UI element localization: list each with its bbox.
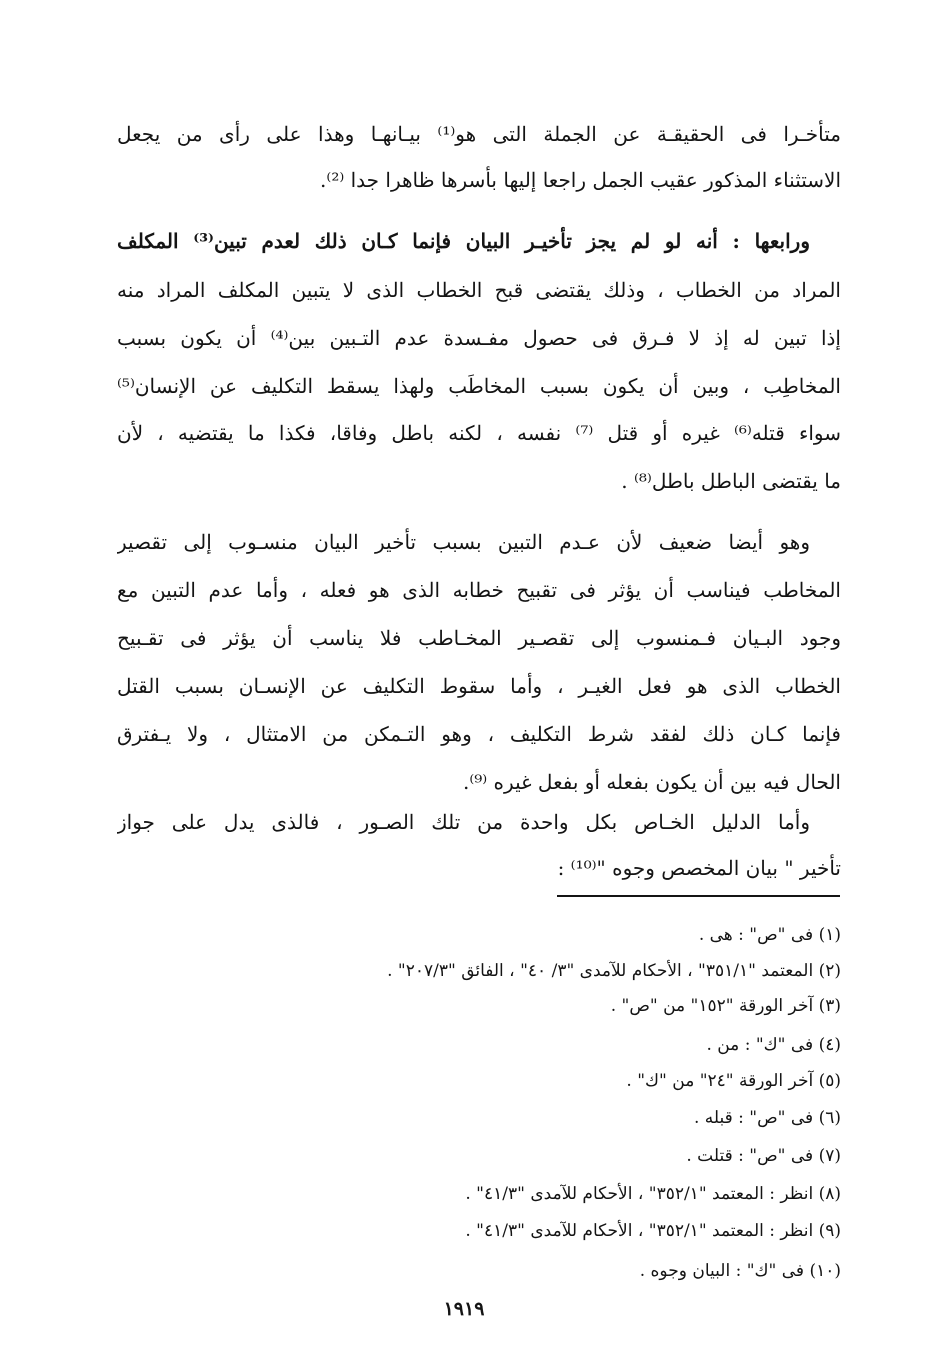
body-line-3: ورابعها : أنه لو لم يجز تأخيـر البيان فإنما كـان ذلك لعدم تبين⁽³⁾ المكلف: [117, 229, 810, 253]
footnote-9: (٩) انظر : المعتمد "٣٥٢/١" ، الأحكام للآمدى "٤١/٣" .: [465, 1221, 841, 1241]
body-line-12: الخطاب الذى هو فعل الغيـر ، وأما سقوط التكليف عن الإنسـان بسبب القتل: [117, 674, 841, 698]
body-line-9: وهو أيضا ضعيف لأن عـدم التبين بسبب تأخير البيان منسـوب إلى تقصير: [117, 530, 810, 554]
footnote-10: (١٠) فى "ك" : البيان وجوه .: [639, 1261, 841, 1281]
body-line-10: المخاطب فيناسب أن يؤثر فى تقبيح خطابه الذى هو فعله ، وأما عدم التبين مع: [117, 578, 841, 602]
footnote-separator: [557, 895, 840, 897]
footnote-7: (٧) فى "ص" : قتلت .: [686, 1146, 841, 1166]
body-line-1: متأخـرا فى الحقيقـة عن الجملة التى هو⁽¹⁾ بيـانهـا وهذا على رأى من يجعل: [117, 122, 841, 146]
body-line-15: وأما الدليل الخـاص بكل واحدة من تلك الصـور ، فالذى يدل على جواز: [117, 810, 810, 834]
body-line-14: الحال فيه بين أن يكون بفعله أو بفعل غيره ⁽⁹⁾.: [462, 770, 841, 794]
body-line-11: وجود البـيان فـمنسوب إلى تقصـير المخـاطب فلا يناسب أن يؤثر فى تقـبيح: [117, 626, 841, 650]
footnote-5: (٥) آخر الورقة "٢٤" من "ك" .: [626, 1071, 841, 1091]
footnote-3: (٣) آخر الورقة "١٥٢" من "ص" .: [610, 996, 841, 1016]
body-line-8: ما يقتضى الباطل باطل⁽⁸⁾ .: [621, 469, 841, 493]
body-line-6: المخاطِب ، وبين أن يكون بسبب المخاطَب ولهذا يسقط التكليف عن الإنسان⁽⁵⁾: [117, 374, 841, 398]
page-number: ١٩١٩: [443, 1298, 485, 1320]
body-line-7: سواء قتله⁽⁶⁾ غيره أو قتل ⁽⁷⁾ نفسه ، لكنه باطل وفاقا، فكذا ما يقتضيه ، لأن: [117, 421, 841, 445]
body-line-4: المراد من الخطاب ، وذلك يقتضى قبح الخطاب الذى لا يتبين المكلف المراد منه: [117, 278, 841, 302]
body-line-5: إذا تبين له إذ لا فـرق فى حصول مفـسدة عدم التـبين بين⁽⁴⁾ أن يكون بسبب: [117, 326, 841, 350]
footnote-6: (٦) فى "ص" : قبله .: [693, 1108, 841, 1128]
footnote-2: (٢) المعتمد "٣٥١/١" ، الأحكام للآمدى "٣/ ٤٠" ، الفائق "٢٠٧/٣" .: [387, 961, 841, 981]
footnote-8: (٨) انظر : المعتمد "٣٥٢/١" ، الأحكام للآمدى "٤١/٣" .: [465, 1184, 841, 1204]
footnote-4: (٤) فى "ك" : من .: [706, 1035, 841, 1055]
body-line-16: تأخير " بيان المخصص وجوه "⁽¹⁰⁾ :: [557, 856, 841, 880]
body-line-2: الاستثناء المذكور عقيب الجمل راجعا إليها بأسرها ظاهرا جدا ⁽²⁾.: [320, 168, 841, 192]
footnote-1: (١) فى "ص" : هى .: [698, 925, 841, 945]
body-line-13: فإنما كـان ذلك لفقد شرط التكليف ، وهو التـمكن من الامتثال ، ولا يـفترق: [117, 722, 841, 746]
